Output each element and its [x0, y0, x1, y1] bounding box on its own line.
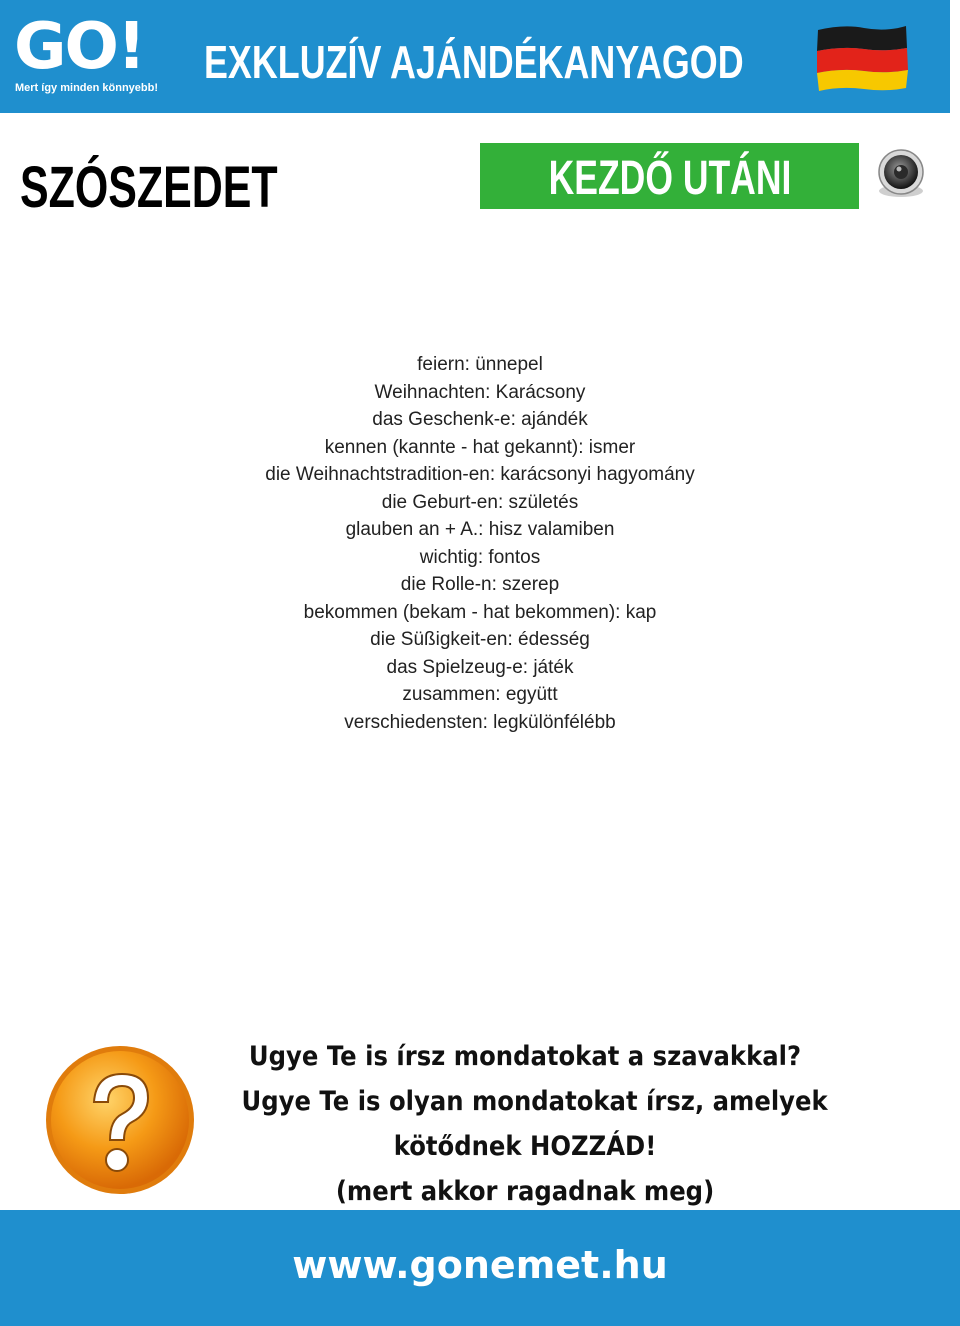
vocab-item: verschiedensten: legkülönfélébb — [344, 711, 616, 733]
prompt-line: kötődnek HOZZÁD! — [393, 1131, 657, 1162]
german-flag-icon — [814, 24, 910, 92]
vocabulary-list — [0, 351, 960, 736]
website-link[interactable]: www.gonemet.hu — [292, 1243, 668, 1287]
vocab-item: kennen (kannte - hat gekannt): ismer — [324, 436, 636, 458]
logo-text: GO! — [14, 10, 145, 84]
header-bar — [0, 0, 950, 113]
vocab-item: Weihnachten: Karácsony — [374, 381, 586, 403]
vocab-item: das Geschenk-e: ajándék — [372, 409, 588, 430]
footer-bar — [0, 1210, 960, 1326]
vocab-item: wichtig: fontos — [419, 546, 541, 568]
logo-slogan: Mert így minden könnyebb! — [15, 82, 159, 94]
page-header-title: EXKLUZÍV AJÁNDÉKANYAGOD — [204, 36, 744, 88]
writing-prompt — [210, 1034, 840, 1214]
vocab-item: glauben an + A.: hisz valamiben — [345, 519, 615, 540]
prompt-line: Ugye Te is olyan mondatokat írsz, amelyek — [241, 1086, 828, 1117]
question-mark-icon — [44, 1044, 196, 1196]
vocab-item: die Süßigkeit-en: édesség — [370, 629, 590, 650]
vocab-item: die Weihnachtstradition-en: karácsonyi hagyomány — [265, 464, 695, 485]
vocab-item: zusammen: együtt — [402, 684, 558, 705]
prompt-line: Ugye Te is írsz mondatokat a szavakkal? — [248, 1041, 802, 1072]
section-title: SZÓSZEDET — [20, 155, 278, 220]
vocab-item: das Spielzeug-e: játék — [386, 656, 574, 678]
level-label: KEZDŐ UTÁNI — [548, 152, 791, 205]
vocab-item: die Rolle-n: szerep — [400, 574, 560, 595]
prompt-line: (mert akkor ragadnak meg) — [335, 1176, 715, 1207]
level-badge — [480, 143, 859, 209]
go-logo[interactable] — [14, 10, 159, 98]
speaker-icon[interactable] — [874, 147, 928, 199]
vocab-item: feiern: ünnepel — [417, 354, 543, 375]
vocab-item: die Geburt-en: születés — [381, 491, 579, 513]
vocab-item: bekommen (bekam - hat bekommen): kap — [303, 601, 657, 623]
